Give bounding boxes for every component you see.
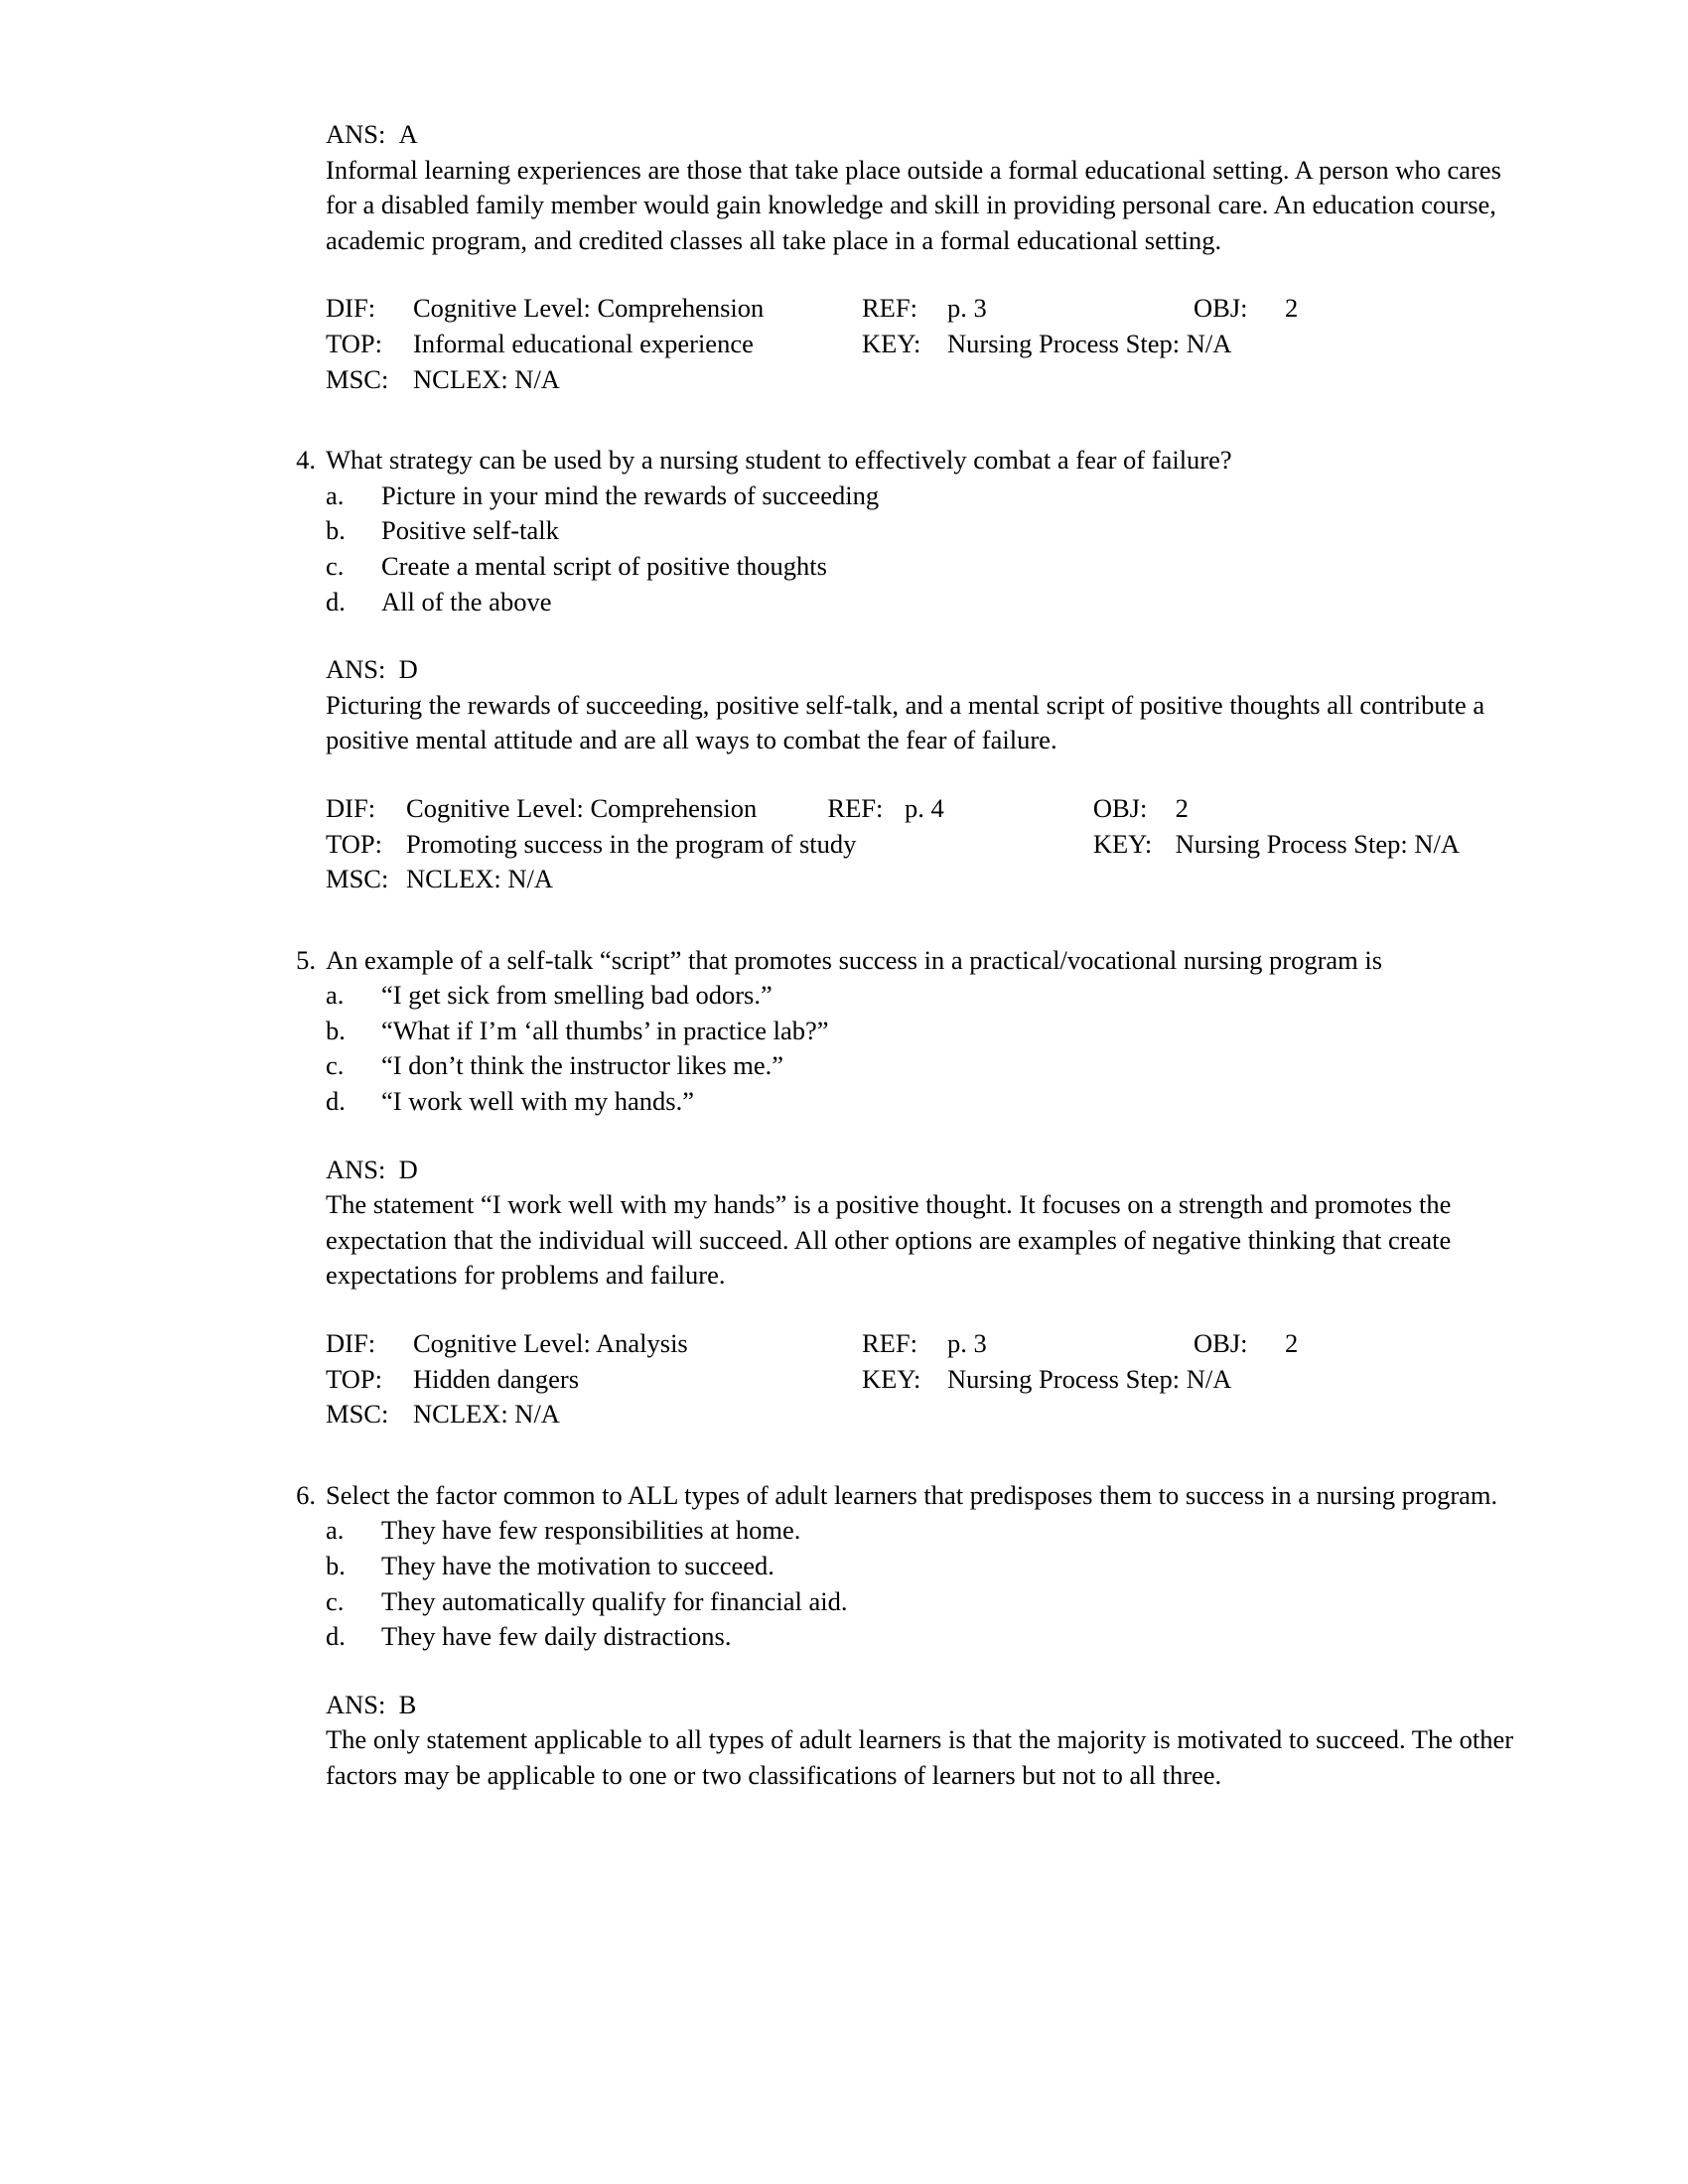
option-letter: a. (326, 980, 345, 1011)
key-value: Nursing Process Step: N/A (1175, 828, 1460, 859)
question-4 (270, 443, 1460, 619)
metadata-table-1 (326, 291, 1298, 397)
option-d[interactable] (326, 585, 1460, 620)
option-c[interactable] (326, 1584, 1460, 1620)
answer-line-4 (326, 1688, 1460, 1723)
msc-label: MSC: (326, 864, 389, 894)
option-text: Picture in your mind the rewards of succeeding (381, 479, 880, 510)
answer-block-4 (326, 1688, 1514, 1794)
option-text: “I work well with my hands.” (381, 1086, 694, 1117)
ref-label: REF: (862, 1328, 917, 1359)
top-label: TOP: (326, 328, 382, 358)
option-list (326, 978, 1460, 1119)
answer-label-4: ANS: (326, 1689, 386, 1719)
key-label: KEY: (862, 328, 921, 358)
dif-value: Cognitive Level: Analysis (413, 1328, 688, 1359)
option-list (326, 478, 1460, 619)
option-d[interactable] (326, 1084, 1460, 1120)
answer-label-1: ANS: (326, 119, 386, 149)
option-letter: b. (326, 1551, 346, 1580)
top-value: Informal educational experience (413, 328, 754, 358)
option-letter: d. (326, 1621, 346, 1652)
metadata-row (326, 791, 1460, 827)
answer-line-1 (326, 117, 1460, 153)
option-text: “I don’t think the instructor likes me.” (381, 1050, 784, 1081)
question-stem: Select the factor common to ALL types of adult learners that predisposes them to success in a nursing program. (326, 1479, 1498, 1510)
answer-block-1 (326, 117, 1501, 258)
option-b[interactable] (326, 1014, 1460, 1049)
option-letter: a. (326, 479, 345, 510)
answer-line-2 (326, 652, 1460, 688)
spacer (270, 1655, 1460, 1688)
option-text: All of the above (381, 586, 552, 616)
rationale-2: Picturing the rewards of succeeding, positive self-talk, and a mental script of positive thoughts all contribute a positive mental attitude and are all ways to combat the fear of failure. (326, 689, 1485, 755)
option-text: They have the motivation to succeed. (381, 1551, 774, 1580)
option-letter: d. (326, 1086, 346, 1117)
option-d[interactable] (326, 1619, 1460, 1655)
question-stem: An example of a self-talk “script” that promotes success in a practical/vocational nursing program is (326, 944, 1383, 975)
ref-value: p. 3 (947, 1328, 987, 1359)
option-text: They have few responsibilities at home. (381, 1515, 801, 1546)
option-text: “I get sick from smelling bad odors.” (381, 980, 773, 1011)
dif-label: DIF: (326, 792, 376, 823)
option-b[interactable] (326, 513, 1460, 549)
option-text: “What if I’m ‘all thumbs’ in practice lab?” (381, 1015, 829, 1045)
spacer (270, 397, 1460, 443)
rationale-1: Informal learning experiences are those that take place outside a formal educational setting. A person who cares for a disabled family member would gain knowledge and skill in providing personal care. An education course, academic program, and credited classes all take place in a formal educational setting. (326, 154, 1501, 255)
key-label: KEY: (1092, 828, 1153, 859)
obj-value: 2 (1285, 1328, 1299, 1359)
question-5 (270, 943, 1460, 1120)
option-a[interactable] (326, 478, 1460, 514)
spacer (270, 1433, 1460, 1478)
option-text: They automatically qualify for financial aid. (381, 1585, 848, 1616)
ref-label: REF: (827, 792, 884, 823)
obj-value: 2 (1175, 792, 1189, 823)
question-stem: What strategy can be used by a nursing student to effectively combat a fear of failure? (326, 445, 1232, 476)
option-text: Create a mental script of positive thoughts (381, 550, 827, 581)
top-value: Promoting success in the program of study (406, 828, 857, 859)
answer-value-1: A (398, 119, 418, 149)
answer-label-2: ANS: (326, 654, 386, 685)
metadata-row (326, 1397, 1298, 1433)
option-a[interactable] (326, 978, 1460, 1014)
dif-label: DIF: (326, 293, 376, 324)
spacer (270, 1120, 1460, 1153)
metadata-row (326, 291, 1298, 327)
key-value: Nursing Process Step: N/A (947, 328, 1232, 358)
question-number: 6. (296, 1479, 316, 1510)
option-list (326, 1513, 1460, 1654)
obj-label: OBJ: (1194, 293, 1248, 324)
ref-value: p. 3 (947, 293, 987, 324)
msc-value: NCLEX: N/A (413, 363, 560, 394)
dif-label: DIF: (326, 1328, 376, 1359)
spacer (270, 897, 1460, 943)
top-label: TOP: (326, 828, 382, 859)
answer-block-2 (326, 652, 1485, 758)
ref-label: REF: (862, 293, 917, 324)
page-content (228, 117, 1514, 1794)
option-letter: c. (326, 1050, 345, 1081)
answer-value-4: B (398, 1689, 417, 1719)
dif-value: Cognitive Level: Comprehension (406, 792, 758, 823)
spacer (270, 1294, 1460, 1326)
option-text: Positive self-talk (381, 515, 559, 546)
metadata-row (326, 827, 1460, 863)
key-label: KEY: (862, 1363, 921, 1394)
answer-line-3 (326, 1153, 1460, 1188)
metadata-row (326, 862, 1460, 897)
answer-block-3 (326, 1153, 1460, 1294)
msc-label: MSC: (326, 363, 389, 394)
metadata-row (326, 362, 1298, 398)
metadata-table-3 (326, 1326, 1298, 1433)
answer-value-2: D (398, 654, 418, 685)
option-letter: b. (326, 515, 346, 546)
answer-value-3: D (398, 1154, 418, 1184)
option-a[interactable] (326, 1513, 1460, 1549)
dif-value: Cognitive Level: Comprehension (413, 293, 765, 324)
question-number: 5. (296, 944, 316, 975)
metadata-row (326, 327, 1298, 362)
metadata-table-2 (326, 791, 1460, 897)
option-b[interactable] (326, 1549, 1460, 1584)
metadata-row (326, 1362, 1298, 1398)
option-letter: a. (326, 1515, 345, 1546)
spacer (270, 258, 1460, 291)
ref-value: p. 4 (905, 792, 944, 823)
rationale-4: The only statement applicable to all types of adult learners is that the majority is motivated to succeed. The other factors may be applicable to one or two classifications of learners but not to all three. (326, 1724, 1514, 1790)
msc-value: NCLEX: N/A (413, 1399, 560, 1430)
option-text: They have few daily distractions. (381, 1621, 732, 1652)
msc-value: NCLEX: N/A (406, 864, 553, 894)
obj-value: 2 (1285, 293, 1299, 324)
top-label: TOP: (326, 1363, 382, 1394)
rationale-3: The statement “I work well with my hands” is a positive thought. It focuses on a strength and promotes the expectation that the individual will succeed. All other options are examples of negative thinking that create expectations for problems and failure. (326, 1189, 1452, 1291)
spacer (270, 619, 1460, 652)
key-value: Nursing Process Step: N/A (947, 1363, 1232, 1394)
option-letter: c. (326, 1585, 345, 1616)
option-letter: b. (326, 1015, 346, 1045)
answer-label-3: ANS: (326, 1154, 386, 1184)
msc-label: MSC: (326, 1399, 389, 1430)
option-letter: c. (326, 550, 345, 581)
question-number: 4. (296, 445, 316, 476)
obj-label: OBJ: (1194, 1328, 1248, 1359)
metadata-row (326, 1326, 1298, 1362)
obj-label: OBJ: (1092, 792, 1148, 823)
top-value: Hidden dangers (413, 1363, 580, 1394)
option-letter: d. (326, 586, 346, 616)
option-c[interactable] (326, 1048, 1460, 1084)
option-c[interactable] (326, 549, 1460, 585)
spacer (270, 758, 1460, 791)
question-6 (270, 1478, 1498, 1655)
